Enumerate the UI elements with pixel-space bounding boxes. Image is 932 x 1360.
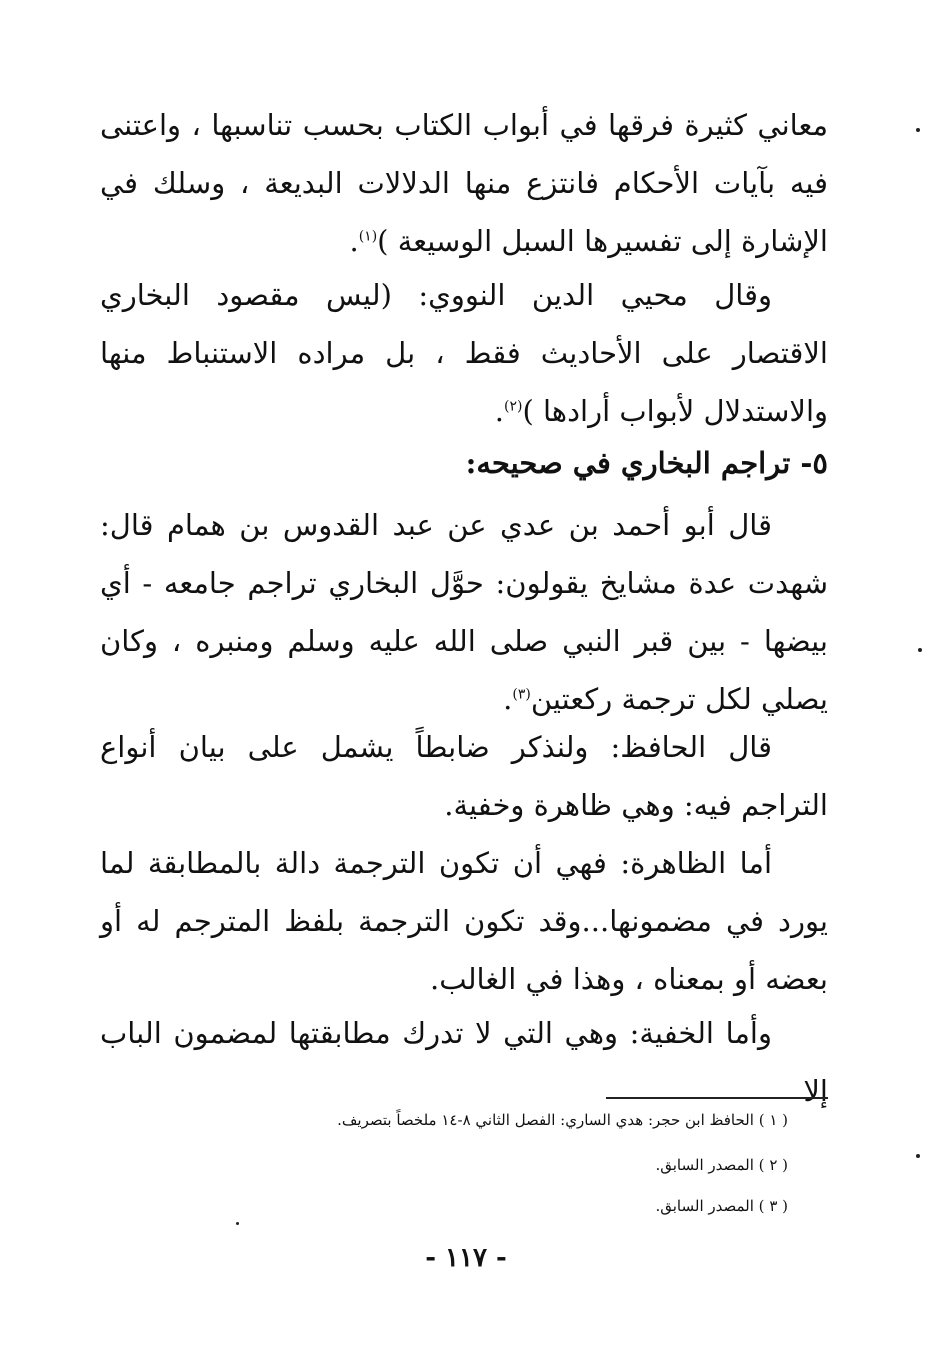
paragraph-1-text: معاني كثيرة فرقها في أبواب الكتاب بحسب تناسبها ، واعتنى فيه بآيات الأحكام فانتزع منها الدلالات البديعة ، وسلك في الإشارة إلى تفسيرها السبل الوسيعة ) bbox=[100, 108, 828, 258]
footnote-2: ( ٢ ) المصدر السابق. bbox=[655, 1156, 788, 1174]
paragraph-3-text: قال أبو أحمد بن عدي عن عبد القدوس بن همام قال: شهدت عدة مشايخ يقولون: حوَّل البخاري تراجم جامعه - أي بيضها - بين قبر النبي صلى الله عليه وسلم ومنبره ، وكان يصلي لكل ترجمة ركعتين bbox=[100, 508, 828, 716]
paragraph-3-end: . bbox=[503, 682, 513, 716]
paragraph-5 bbox=[100, 834, 828, 1008]
scan-speck bbox=[918, 648, 922, 652]
paragraph-2-text: وقال محيي الدين النووي: (ليس مقصود البخاري الاقتصار على الأحاديث فقط ، بل مراده الاستنباط منها والاستدلال لأبواب أرادها ) bbox=[100, 278, 828, 428]
paragraph-3 bbox=[100, 496, 828, 728]
paragraph-4 bbox=[100, 718, 828, 834]
paragraph-2 bbox=[100, 266, 828, 440]
scan-speck bbox=[236, 1222, 239, 1225]
paragraph-1-end: . bbox=[349, 224, 359, 258]
footnote-ref-3[interactable]: (٣) bbox=[512, 686, 531, 703]
paragraph-6 bbox=[100, 1004, 828, 1120]
page-number: - ١١٧ - bbox=[425, 1243, 507, 1273]
scan-speck bbox=[916, 1154, 920, 1158]
section-heading: ٥- تراجم البخاري في صحيحه: bbox=[465, 446, 828, 480]
footnote-separator bbox=[606, 1097, 828, 1099]
paragraph-5-text: أما الظاهرة: فهي أن تكون الترجمة دالة بالمطابقة لما يورد في مضمونها...وقد تكون الترجمة بلفظ المترجم له أو بعضه أو بمعناه ، وهذا في الغالب. bbox=[100, 846, 828, 996]
paragraph-4-text: قال الحافظ: ولنذكر ضابطاً يشمل على بيان أنواع التراجم فيه: وهي ظاهرة وخفية. bbox=[100, 730, 828, 822]
scan-speck bbox=[916, 128, 920, 132]
footnote-ref-2[interactable]: (٢) bbox=[503, 398, 523, 415]
paragraph-6-text: وأما الخفية: وهي التي لا تدرك مطابقتها لمضمون الباب إلا bbox=[100, 1016, 828, 1108]
paragraph-2-end: . bbox=[494, 394, 504, 428]
footnote-3: ( ٣ ) المصدر السابق. bbox=[655, 1197, 788, 1215]
paragraph-1 bbox=[100, 96, 828, 270]
footnote-1: ( ١ ) الحافظ ابن حجر: هدي الساري: الفصل الثاني ٨-١٤ ملخصاً بتصريف. bbox=[337, 1111, 788, 1129]
footnote-ref-1[interactable]: (١) bbox=[358, 228, 378, 245]
